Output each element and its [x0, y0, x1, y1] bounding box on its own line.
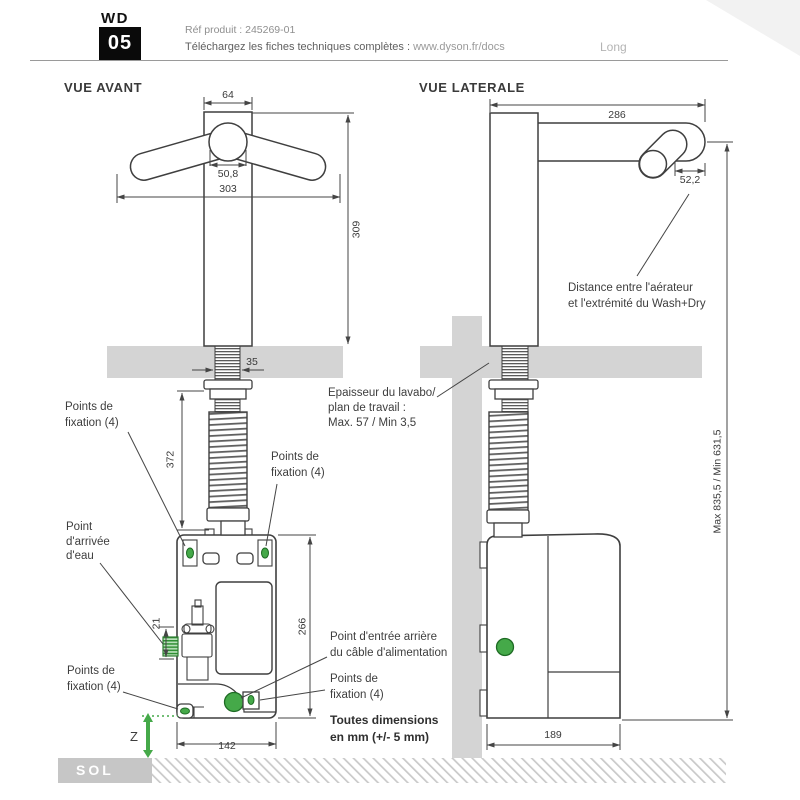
- download-url: www.dyson.fr/docs: [413, 41, 505, 53]
- front-flexible-hose: [209, 412, 247, 508]
- side-wall: [452, 316, 482, 758]
- dim-overall-height: Max 835,5 / Min 631,5: [711, 429, 724, 534]
- side-unit-body: [487, 534, 620, 718]
- dim-arm-span: 303: [219, 183, 237, 195]
- page-corner-decoration: [706, 0, 800, 56]
- label-line: Distance entre l'aérateur: [568, 282, 693, 294]
- side-worktop: [420, 346, 702, 378]
- side-view-title: VUE LATERALE: [419, 80, 525, 95]
- fixation-point-top-right: [262, 548, 269, 558]
- side-view-unit: [480, 523, 620, 718]
- dim-aerator-diameter: 50,8: [217, 168, 239, 180]
- label-aerator-distance: [568, 280, 706, 312]
- z-axis-label: Z: [130, 729, 138, 744]
- label-line: Point d'entrée arrière: [330, 631, 438, 643]
- side-flexible-hose: [489, 412, 528, 510]
- dim-deck-hole: 35: [246, 356, 258, 368]
- fixation-point-top-left: [187, 548, 194, 558]
- label-line: Points de: [65, 401, 113, 413]
- dim-spout-depth: 286: [608, 109, 626, 121]
- label-fixation-upper-left: [65, 399, 119, 431]
- label-water-inlet: [66, 520, 110, 564]
- label-fixation-mid: [271, 449, 325, 481]
- label-line: Max. 57 / Min 3,5: [328, 417, 417, 429]
- label-line: fixation (4): [271, 467, 325, 479]
- dim-hose-length: 372: [164, 450, 177, 469]
- front-view-unit: [163, 521, 276, 718]
- label-line: Points de: [67, 665, 115, 677]
- water-inlet-connector: [163, 637, 178, 656]
- label-line: et l'extrémité du Wash+Dry: [568, 298, 706, 310]
- label-line: fixation (4): [65, 417, 119, 429]
- dim-unit-depth: 189: [544, 729, 562, 741]
- dim-spout-height: 309: [350, 220, 363, 239]
- product-reference: Réf produit : 245269-01: [185, 24, 296, 36]
- label-line: fixation (4): [330, 689, 384, 701]
- label-line: fixation (4): [67, 681, 121, 693]
- dim-unit-height: 266: [296, 617, 309, 636]
- front-view-title: VUE AVANT: [64, 80, 143, 95]
- dim-spout-width: 64: [222, 89, 234, 101]
- dim-inlet-height: 21: [150, 617, 163, 630]
- label-fixation-right: [330, 671, 384, 703]
- label-line: du câble d'alimentation: [330, 647, 448, 659]
- dim-aerator-offset: 52,2: [679, 174, 701, 186]
- z-axis-arrow: [142, 713, 178, 758]
- front-unit-body: [177, 535, 276, 718]
- label-line: Toutes dimensions: [330, 713, 439, 727]
- product-logo-05: 05: [107, 32, 133, 54]
- label-line: Epaisseur du lavabo/: [328, 387, 436, 399]
- label-line: plan de travail :: [328, 402, 406, 414]
- cable-entry-point: [225, 693, 244, 712]
- floor-label: SOL: [76, 762, 114, 778]
- label-line: Point: [66, 521, 93, 533]
- label-worktop-thickness: [328, 386, 435, 431]
- label-line: Points de: [271, 451, 319, 463]
- label-line: d'arrivée: [66, 535, 110, 548]
- variant-label: Long: [600, 40, 627, 54]
- side-aerator-face: [640, 151, 667, 178]
- label-cable-entry: [330, 629, 447, 661]
- front-aerator-circle: [209, 123, 247, 161]
- label-line: d'eau: [66, 550, 94, 562]
- download-note-text: Téléchargez les fiches techniques complètes :: [185, 41, 414, 53]
- fixation-point-bottom-left: [181, 708, 190, 714]
- label-fixation-lower-left: [67, 663, 121, 695]
- floor-hatched: [152, 758, 726, 783]
- side-cable-entry-point: [497, 639, 514, 656]
- dim-unit-width: 142: [218, 740, 236, 752]
- fixation-point-bottom-right: [248, 696, 254, 705]
- product-logo-wd: WD: [101, 10, 129, 27]
- label-line: Points de: [330, 673, 378, 685]
- label-line: en mm (+/- 5 mm): [330, 730, 430, 744]
- label-all-dimensions: [330, 712, 438, 746]
